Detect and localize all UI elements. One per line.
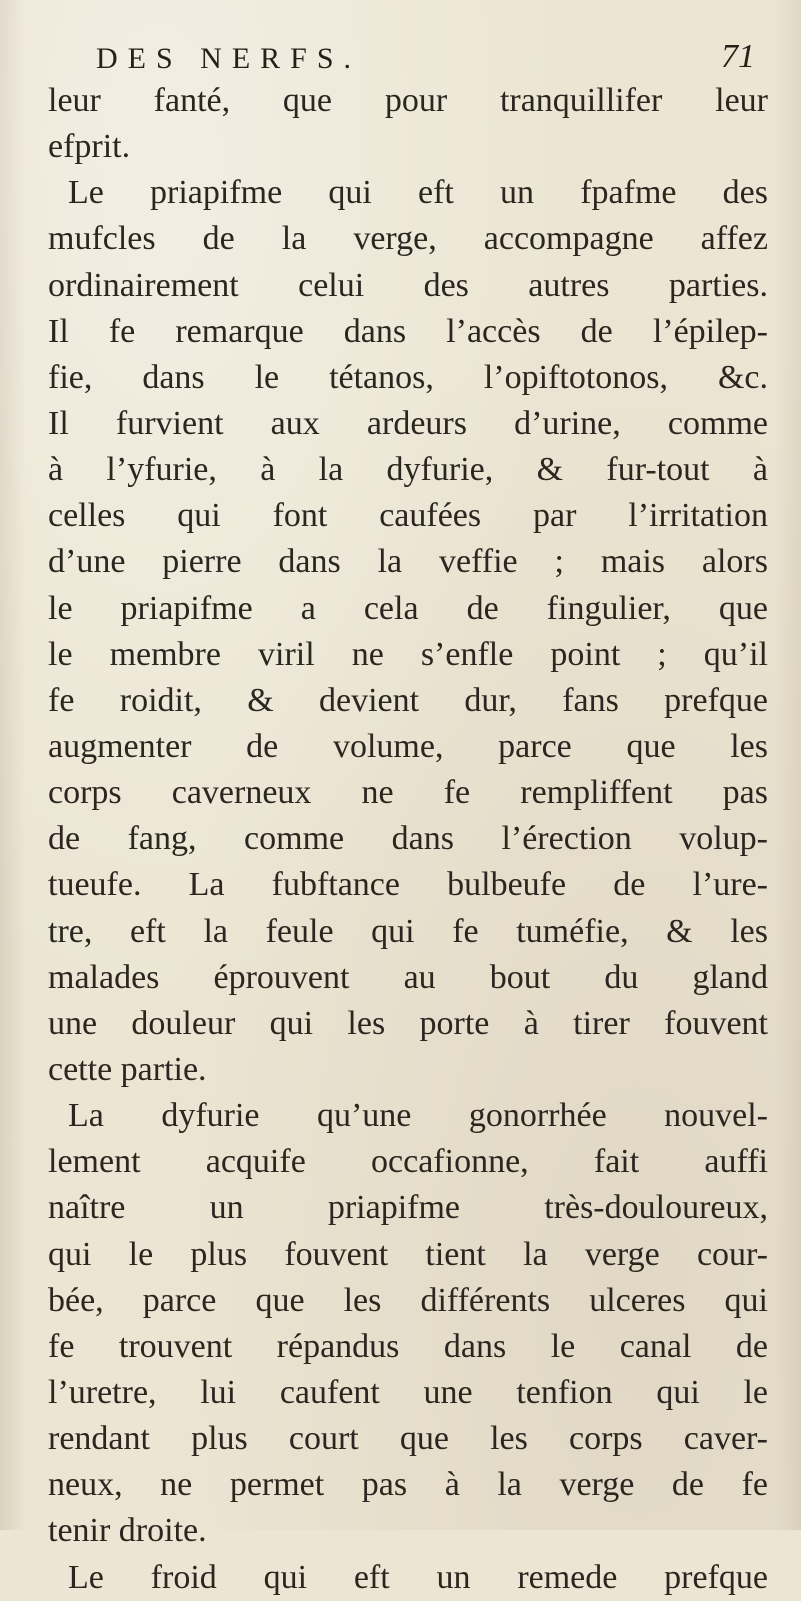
text-line: Le priapifme qui eft un fpafme des [68, 174, 768, 212]
text-line: lement acquife occafionne, fait auffi [48, 1143, 768, 1181]
text-line: fie, dans le tétanos, l’opiftotonos, &c. [48, 358, 768, 396]
text-line: Le froid qui eft un remede prefque [68, 1558, 768, 1596]
text-line: à l’yfurie, à la dyfurie, & fur-tout à [48, 451, 768, 489]
body-text [48, 78, 768, 1601]
text-line: bée, parce que les différents ulceres qui [48, 1281, 768, 1319]
text-line: tenir droite. [48, 1512, 207, 1550]
text-line: tueufe. La fubftance bulbeufe de l’ure- [48, 866, 768, 904]
text-line: qui le plus fouvent tient la verge cour- [48, 1235, 768, 1273]
text-line: d’une pierre dans la veffie ; mais alors [48, 543, 768, 581]
text-line: le membre viril ne s’enfle point ; qu’il [48, 635, 768, 673]
text-line: ordinairement celui des autres parties. [48, 266, 768, 304]
text-line: augmenter de volume, parce que les [48, 727, 768, 765]
text-line: neux, ne permet pas à la verge de fe [48, 1466, 768, 1504]
text-line: celles qui font caufées par l’irritation [48, 497, 768, 535]
page-header [0, 34, 801, 82]
text-line: naître un priapifme très-douloureux, [48, 1189, 768, 1227]
text-line: mufcles de la verge, accompagne affez [48, 220, 768, 258]
text-line: efprit. [48, 128, 131, 166]
text-line: leur fanté, que pour tranquillifer leur [48, 82, 768, 119]
text-line: le priapifme a cela de fingulier, que [48, 589, 768, 627]
text-line: l’uretre, lui caufent une tenfion qui le [48, 1373, 768, 1411]
text-line: cette partie. [48, 1050, 207, 1088]
text-line: Il fe remarque dans l’accès de l’épilep- [48, 312, 768, 350]
text-line: malades éprouvent au bout du gland [48, 958, 768, 996]
text-line: une douleur qui les porte à tirer fouvent [48, 1004, 768, 1042]
text-line: tre, eft la feule qui fe tuméfie, & les [48, 912, 768, 950]
page-number: 71 [721, 38, 755, 75]
text-line: fe roidit, & devient dur, fans prefque [48, 681, 768, 719]
running-title: DES NERFS. [96, 42, 362, 75]
text-line: Il furvient aux ardeurs d’urine, comme [48, 404, 768, 442]
text-line: fe trouvent répandus dans le canal de [48, 1327, 768, 1365]
text-line: corps caverneux ne fe rempliffent pas [48, 774, 768, 812]
text-line: La dyfurie qu’une gonorrhée nouvel- [68, 1097, 768, 1135]
text-line: rendant plus court que les corps caver- [48, 1420, 768, 1458]
text-line: de fang, comme dans l’érection volup- [48, 820, 768, 858]
